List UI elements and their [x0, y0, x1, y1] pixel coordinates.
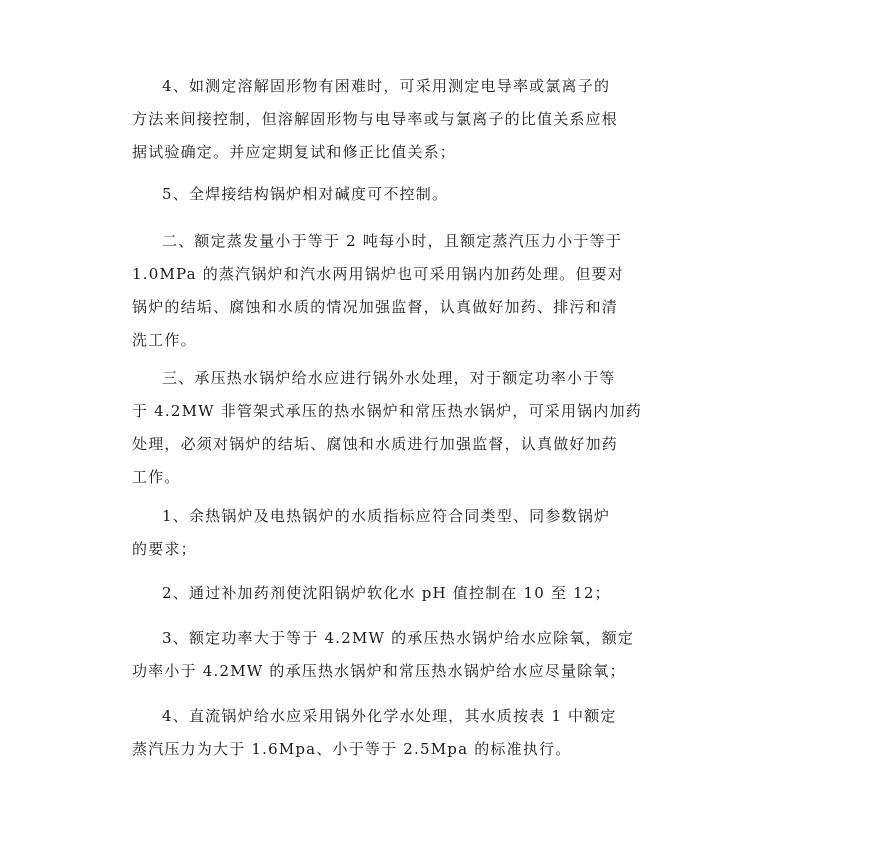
paragraph-5 — [132, 500, 752, 566]
paragraph-line: 工作。 — [132, 468, 181, 486]
paragraph-2 — [132, 178, 752, 211]
paragraph-line: 2、通过补加药剂使沈阳锅炉软化水 pH 值控制在 10 至 12； — [162, 584, 611, 602]
paragraph-line: 处理，必须对锅炉的结垢、腐蚀和水质进行加强监督，认真做好加药 — [132, 435, 619, 453]
paragraph-line: 5、全焊接结构锅炉相对碱度可不控制。 — [162, 185, 449, 203]
paragraph-line: 1、余热锅炉及电热锅炉的水质指标应符合同类型、同参数锅炉 — [162, 507, 611, 525]
paragraph-line: 的要求； — [132, 540, 197, 558]
paragraph-line: 4、如测定溶解固形物有困难时，可采用测定电导率或氯离子的 — [162, 77, 611, 95]
paragraph-line: 据试验确定。并应定期复试和修正比值关系； — [132, 143, 457, 161]
paragraph-7 — [132, 622, 752, 688]
paragraph-4 — [132, 362, 752, 494]
paragraph-8 — [132, 700, 752, 766]
paragraph-line: 蒸汽压力为大于 1.6Mpa、小于等于 2.5Mpa 的标准执行。 — [132, 740, 572, 758]
paragraph-line: 方法来间接控制，但溶解固形物与电导率或与氯离子的比值关系应根 — [132, 110, 619, 128]
paragraph-line: 功率小于 4.2MW 的承压热水锅炉和常压热水锅炉给水应尽量除氧； — [132, 662, 626, 680]
paragraph-6 — [132, 577, 752, 610]
paragraph-3 — [132, 225, 752, 357]
paragraph-line: 锅炉的结垢、腐蚀和水质的情况加强监督，认真做好加药、排污和清 — [132, 298, 619, 316]
paragraph-line: 二、额定蒸发量小于等于 2 吨每小时，且额定蒸汽压力小于等于 — [162, 232, 623, 250]
paragraph-line: 4、直流锅炉给水应采用锅外化学水处理，其水质按表 1 中额定 — [162, 707, 617, 725]
paragraph-line: 1.0MPa 的蒸汽锅炉和汽水两用锅炉也可采用锅内加药处理。但要对 — [132, 265, 624, 283]
paragraph-1 — [132, 70, 752, 169]
paragraph-line: 三、承压热水锅炉给水应进行锅外水处理，对于额定功率小于等 — [162, 369, 616, 387]
paragraph-line: 3、额定功率大于等于 4.2MW 的承压热水锅炉给水应除氧，额定 — [162, 629, 635, 647]
paragraph-line: 洗工作。 — [132, 331, 197, 349]
paragraph-line: 于 4.2MW 非管架式承压的热水锅炉和常压热水锅炉，可采用锅内加药 — [132, 402, 642, 420]
